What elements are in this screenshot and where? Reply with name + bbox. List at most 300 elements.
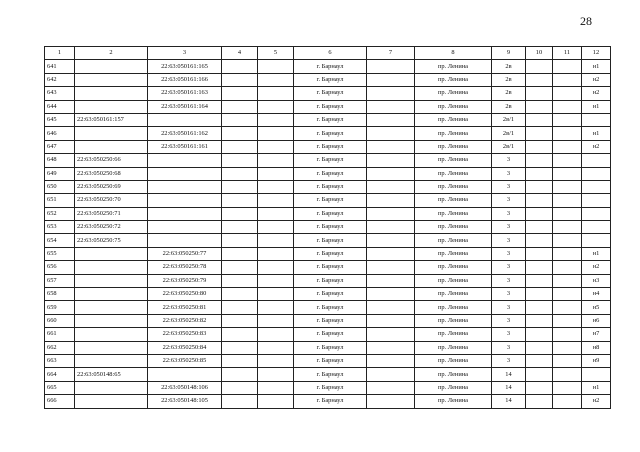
table-cell-col-7: [367, 167, 415, 180]
table-cell-col-3: 22:63:050148:105: [148, 395, 222, 408]
column-header-3: 3: [148, 47, 222, 60]
table-cell-col-8: пр. Ленина: [415, 87, 492, 100]
table-cell-col-11: [553, 341, 582, 354]
table-row: [45, 395, 611, 408]
table-cell-col-1: 652: [45, 207, 75, 220]
table-cell-col-11: [553, 73, 582, 86]
table-cell-col-3: [148, 154, 222, 167]
table-cell-col-5: [258, 301, 294, 314]
table-cell-col-3: 22:63:050250:80: [148, 288, 222, 301]
table-cell-col-10: [526, 167, 553, 180]
table-cell-col-3: [148, 167, 222, 180]
table-cell-col-2: 22:63:050250:69: [75, 180, 148, 193]
table-cell-col-6: г. Барнаул: [294, 301, 367, 314]
table-cell-col-2: [75, 354, 148, 367]
table-cell-col-4: [222, 60, 258, 73]
table-cell-col-11: [553, 261, 582, 274]
table-cell-col-9: 3: [492, 207, 526, 220]
table-cell-col-2: 22:63:050161:157: [75, 113, 148, 126]
column-header-10: 10: [526, 47, 553, 60]
table-cell-col-11: [553, 368, 582, 381]
table-cell-col-4: [222, 180, 258, 193]
table-cell-col-7: [367, 113, 415, 126]
table-cell-col-1: 659: [45, 301, 75, 314]
table-cell-col-9: 14: [492, 395, 526, 408]
table-cell-col-2: [75, 301, 148, 314]
table-cell-col-5: [258, 207, 294, 220]
table-cell-col-6: г. Барнаул: [294, 395, 367, 408]
table-cell-col-4: [222, 354, 258, 367]
table-cell-col-7: [367, 381, 415, 394]
table-cell-col-11: [553, 288, 582, 301]
table-cell-col-6: г. Барнаул: [294, 354, 367, 367]
column-header-1: 1: [45, 47, 75, 60]
table-cell-col-8: пр. Ленина: [415, 341, 492, 354]
table-cell-col-1: 647: [45, 140, 75, 153]
table-cell-col-6: г. Барнаул: [294, 194, 367, 207]
table-cell-col-1: 643: [45, 87, 75, 100]
table-cell-col-2: [75, 127, 148, 140]
table-cell-col-9: 2в/1: [492, 113, 526, 126]
table-cell-col-3: 22:63:050161:166: [148, 73, 222, 86]
table-cell-col-9: 2в: [492, 100, 526, 113]
table-cell-col-6: г. Барнаул: [294, 154, 367, 167]
table-cell-col-6: г. Барнаул: [294, 100, 367, 113]
table-cell-col-1: 653: [45, 221, 75, 234]
table-cell-col-4: [222, 100, 258, 113]
table-row: [45, 234, 611, 247]
table-cell-col-11: [553, 194, 582, 207]
table-row: [45, 381, 611, 394]
table-cell-col-9: 3: [492, 274, 526, 287]
table-row: [45, 354, 611, 367]
table-cell-col-2: [75, 341, 148, 354]
table-cell-col-12: н6: [582, 314, 611, 327]
table-cell-col-9: 3: [492, 247, 526, 260]
column-header-9: 9: [492, 47, 526, 60]
table-cell-col-5: [258, 221, 294, 234]
column-header-8: 8: [415, 47, 492, 60]
table-cell-col-6: г. Барнаул: [294, 341, 367, 354]
table-cell-col-11: [553, 354, 582, 367]
table-cell-col-3: [148, 207, 222, 220]
table-cell-col-10: [526, 234, 553, 247]
table-cell-col-4: [222, 167, 258, 180]
table-cell-col-11: [553, 247, 582, 260]
table-cell-col-1: 651: [45, 194, 75, 207]
table-cell-col-5: [258, 194, 294, 207]
table-cell-col-7: [367, 60, 415, 73]
table-row: [45, 154, 611, 167]
table-cell-col-6: г. Барнаул: [294, 247, 367, 260]
table-cell-col-12: [582, 167, 611, 180]
table-cell-col-10: [526, 288, 553, 301]
table-cell-col-2: 22:63:050250:72: [75, 221, 148, 234]
column-header-4: 4: [222, 47, 258, 60]
table-cell-col-2: [75, 87, 148, 100]
table-cell-col-4: [222, 288, 258, 301]
table-row: [45, 274, 611, 287]
table-cell-col-8: пр. Ленина: [415, 180, 492, 193]
table-cell-col-12: н9: [582, 354, 611, 367]
table-cell-col-11: [553, 113, 582, 126]
table-cell-col-9: 14: [492, 381, 526, 394]
table-cell-col-9: 14: [492, 368, 526, 381]
table-cell-col-4: [222, 274, 258, 287]
table-cell-col-9: 3: [492, 194, 526, 207]
table-cell-col-12: н7: [582, 328, 611, 341]
table-cell-col-2: [75, 328, 148, 341]
table-row: [45, 207, 611, 220]
table-cell-col-8: пр. Ленина: [415, 301, 492, 314]
table-row: [45, 73, 611, 86]
table-cell-col-12: н2: [582, 140, 611, 153]
column-header-5: 5: [258, 47, 294, 60]
table-cell-col-11: [553, 395, 582, 408]
table-cell-col-11: [553, 274, 582, 287]
table-cell-col-12: н2: [582, 73, 611, 86]
table-cell-col-9: 2в: [492, 60, 526, 73]
table-cell-col-9: 3: [492, 221, 526, 234]
table-cell-col-1: 648: [45, 154, 75, 167]
table-cell-col-3: 22:63:050250:84: [148, 341, 222, 354]
table-cell-col-8: пр. Ленина: [415, 328, 492, 341]
table-cell-col-2: [75, 261, 148, 274]
table-cell-col-3: 22:63:050250:82: [148, 314, 222, 327]
table-cell-col-2: [75, 247, 148, 260]
table-cell-col-3: 22:63:050250:79: [148, 274, 222, 287]
table-cell-col-6: г. Барнаул: [294, 221, 367, 234]
table-cell-col-10: [526, 354, 553, 367]
table-cell-col-7: [367, 395, 415, 408]
table-cell-col-3: [148, 113, 222, 126]
table-cell-col-11: [553, 381, 582, 394]
table-cell-col-12: н1: [582, 127, 611, 140]
table-cell-col-1: 661: [45, 328, 75, 341]
table-cell-col-3: 22:63:050148:106: [148, 381, 222, 394]
table-row: [45, 127, 611, 140]
table-cell-col-10: [526, 87, 553, 100]
table-cell-col-7: [367, 207, 415, 220]
table-cell-col-8: пр. Ленина: [415, 60, 492, 73]
table-row: [45, 288, 611, 301]
table-cell-col-8: пр. Ленина: [415, 274, 492, 287]
table-cell-col-12: н2: [582, 87, 611, 100]
table-cell-col-10: [526, 341, 553, 354]
table-cell-col-1: 664: [45, 368, 75, 381]
table-cell-col-9: 2в/1: [492, 140, 526, 153]
table-cell-col-10: [526, 154, 553, 167]
table-cell-col-12: [582, 180, 611, 193]
table-cell-col-12: н2: [582, 395, 611, 408]
table-cell-col-10: [526, 395, 553, 408]
table-row: [45, 194, 611, 207]
table-cell-col-5: [258, 234, 294, 247]
table-cell-col-9: 3: [492, 234, 526, 247]
table-cell-col-5: [258, 247, 294, 260]
table-cell-col-5: [258, 328, 294, 341]
table-cell-col-2: [75, 288, 148, 301]
table-cell-col-4: [222, 314, 258, 327]
column-header-2: 2: [75, 47, 148, 60]
table-cell-col-9: 3: [492, 261, 526, 274]
table-cell-col-12: н4: [582, 288, 611, 301]
table-cell-col-10: [526, 194, 553, 207]
table-cell-col-7: [367, 194, 415, 207]
table-cell-col-9: 3: [492, 354, 526, 367]
table-cell-col-9: 2в/1: [492, 127, 526, 140]
table-cell-col-1: 658: [45, 288, 75, 301]
table-cell-col-8: пр. Ленина: [415, 354, 492, 367]
header-row: [45, 47, 611, 60]
table-cell-col-8: пр. Ленина: [415, 127, 492, 140]
table-cell-col-8: пр. Ленина: [415, 73, 492, 86]
table-cell-col-5: [258, 127, 294, 140]
table-cell-col-5: [258, 314, 294, 327]
table-cell-col-4: [222, 140, 258, 153]
table-row: [45, 261, 611, 274]
table-cell-col-11: [553, 221, 582, 234]
table-cell-col-7: [367, 140, 415, 153]
table-cell-col-5: [258, 341, 294, 354]
register-table: [44, 46, 611, 409]
table-cell-col-11: [553, 180, 582, 193]
table-cell-col-1: 662: [45, 341, 75, 354]
table-cell-col-7: [367, 247, 415, 260]
table-cell-col-7: [367, 221, 415, 234]
table-cell-col-5: [258, 100, 294, 113]
table-cell-col-3: 22:63:050250:81: [148, 301, 222, 314]
table-cell-col-11: [553, 140, 582, 153]
table-cell-col-7: [367, 87, 415, 100]
table-cell-col-3: [148, 234, 222, 247]
table-cell-col-4: [222, 154, 258, 167]
table-cell-col-7: [367, 354, 415, 367]
table-row: [45, 314, 611, 327]
table-cell-col-9: 3: [492, 154, 526, 167]
table-row: [45, 113, 611, 126]
table-cell-col-11: [553, 234, 582, 247]
table-cell-col-1: 663: [45, 354, 75, 367]
table-cell-col-8: пр. Ленина: [415, 154, 492, 167]
table-cell-col-5: [258, 395, 294, 408]
table-cell-col-12: [582, 154, 611, 167]
table-cell-col-12: [582, 368, 611, 381]
table-cell-col-4: [222, 328, 258, 341]
table-cell-col-3: 22:63:050161:161: [148, 140, 222, 153]
table-cell-col-4: [222, 395, 258, 408]
table-cell-col-1: 665: [45, 381, 75, 394]
table-cell-col-10: [526, 301, 553, 314]
table-cell-col-9: 3: [492, 167, 526, 180]
table-cell-col-7: [367, 73, 415, 86]
table-cell-col-2: 22:63:050250:66: [75, 154, 148, 167]
table-cell-col-6: г. Барнаул: [294, 234, 367, 247]
table-cell-col-4: [222, 381, 258, 394]
page-number: 28: [580, 14, 592, 28]
table-cell-col-10: [526, 247, 553, 260]
table-cell-col-6: г. Барнаул: [294, 127, 367, 140]
table-cell-col-8: пр. Ленина: [415, 140, 492, 153]
table-cell-col-4: [222, 247, 258, 260]
column-header-6: 6: [294, 47, 367, 60]
table-cell-col-3: 22:63:050250:77: [148, 247, 222, 260]
table-cell-col-5: [258, 180, 294, 193]
table-cell-col-7: [367, 234, 415, 247]
table-cell-col-12: н3: [582, 274, 611, 287]
table-cell-col-2: [75, 140, 148, 153]
table-cell-col-1: 644: [45, 100, 75, 113]
table-cell-col-8: пр. Ленина: [415, 113, 492, 126]
table-cell-col-8: пр. Ленина: [415, 234, 492, 247]
table-cell-col-7: [367, 274, 415, 287]
table-cell-col-1: 650: [45, 180, 75, 193]
table-cell-col-6: г. Барнаул: [294, 73, 367, 86]
table-cell-col-7: [367, 341, 415, 354]
table-cell-col-2: 22:63:050250:68: [75, 167, 148, 180]
table-cell-col-6: г. Барнаул: [294, 274, 367, 287]
table-cell-col-6: г. Барнаул: [294, 140, 367, 153]
table-cell-col-6: г. Барнаул: [294, 87, 367, 100]
table-cell-col-9: 2в: [492, 87, 526, 100]
table-cell-col-2: [75, 381, 148, 394]
table-cell-col-5: [258, 60, 294, 73]
table-cell-col-12: н1: [582, 247, 611, 260]
table-cell-col-6: г. Барнаул: [294, 60, 367, 73]
table-cell-col-3: [148, 368, 222, 381]
table-cell-col-4: [222, 207, 258, 220]
table-cell-col-12: [582, 221, 611, 234]
table-cell-col-10: [526, 381, 553, 394]
table-row: [45, 341, 611, 354]
table-cell-col-8: пр. Ленина: [415, 381, 492, 394]
table-cell-col-5: [258, 368, 294, 381]
column-header-7: 7: [367, 47, 415, 60]
table-cell-col-2: [75, 274, 148, 287]
table-cell-col-5: [258, 274, 294, 287]
table-cell-col-1: 649: [45, 167, 75, 180]
table-cell-col-3: 22:63:050250:78: [148, 261, 222, 274]
column-header-12: 12: [582, 47, 611, 60]
table-cell-col-2: 22:63:050250:75: [75, 234, 148, 247]
table-cell-col-5: [258, 288, 294, 301]
table-cell-col-3: 22:63:050161:165: [148, 60, 222, 73]
table-cell-col-1: 656: [45, 261, 75, 274]
table-cell-col-11: [553, 207, 582, 220]
table-cell-col-12: н2: [582, 261, 611, 274]
table-cell-col-2: [75, 314, 148, 327]
table-row: [45, 301, 611, 314]
table-cell-col-8: пр. Ленина: [415, 194, 492, 207]
table-cell-col-2: 22:63:050250:71: [75, 207, 148, 220]
table-row: [45, 328, 611, 341]
table-row: [45, 87, 611, 100]
table-row: [45, 368, 611, 381]
table-cell-col-2: [75, 100, 148, 113]
table-cell-col-5: [258, 113, 294, 126]
table-cell-col-8: пр. Ленина: [415, 288, 492, 301]
table-cell-col-7: [367, 154, 415, 167]
table-cell-col-11: [553, 127, 582, 140]
table-cell-col-6: г. Барнаул: [294, 167, 367, 180]
table-cell-col-11: [553, 314, 582, 327]
table-cell-col-12: н5: [582, 301, 611, 314]
table-cell-col-10: [526, 314, 553, 327]
table-cell-col-7: [367, 100, 415, 113]
table-cell-col-10: [526, 368, 553, 381]
table-cell-col-5: [258, 154, 294, 167]
table-cell-col-7: [367, 288, 415, 301]
table-cell-col-7: [367, 314, 415, 327]
table-cell-col-7: [367, 180, 415, 193]
table-cell-col-3: [148, 194, 222, 207]
table-cell-col-11: [553, 328, 582, 341]
table-cell-col-9: 3: [492, 341, 526, 354]
table-cell-col-4: [222, 113, 258, 126]
table-cell-col-8: пр. Ленина: [415, 368, 492, 381]
table-cell-col-3: 22:63:050161:162: [148, 127, 222, 140]
table-cell-col-6: г. Барнаул: [294, 113, 367, 126]
table-cell-col-9: 3: [492, 301, 526, 314]
table-row: [45, 247, 611, 260]
table-cell-col-1: 657: [45, 274, 75, 287]
table-cell-col-2: [75, 73, 148, 86]
table-cell-col-3: 22:63:050161:163: [148, 87, 222, 100]
table-cell-col-9: 3: [492, 328, 526, 341]
table-cell-col-8: пр. Ленина: [415, 314, 492, 327]
table-row: [45, 60, 611, 73]
table-cell-col-6: г. Барнаул: [294, 261, 367, 274]
table-cell-col-1: 654: [45, 234, 75, 247]
table-cell-col-10: [526, 261, 553, 274]
table-cell-col-2: 22:63:050250:70: [75, 194, 148, 207]
table-cell-col-12: [582, 113, 611, 126]
table-cell-col-5: [258, 73, 294, 86]
table-cell-col-3: 22:63:050250:83: [148, 328, 222, 341]
table-cell-col-11: [553, 60, 582, 73]
table-cell-col-3: 22:63:050250:85: [148, 354, 222, 367]
table-cell-col-4: [222, 261, 258, 274]
table-cell-col-6: г. Барнаул: [294, 180, 367, 193]
table-row: [45, 140, 611, 153]
table-cell-col-1: 645: [45, 113, 75, 126]
table-cell-col-4: [222, 341, 258, 354]
table-cell-col-1: 646: [45, 127, 75, 140]
table-cell-col-3: [148, 180, 222, 193]
table-cell-col-3: [148, 221, 222, 234]
table-cell-col-10: [526, 100, 553, 113]
table-cell-col-7: [367, 368, 415, 381]
table-cell-col-1: 642: [45, 73, 75, 86]
table-cell-col-8: пр. Ленина: [415, 261, 492, 274]
table-cell-col-10: [526, 140, 553, 153]
table-cell-col-2: 22:63:050148:65: [75, 368, 148, 381]
table-cell-col-5: [258, 140, 294, 153]
table-cell-col-7: [367, 328, 415, 341]
table-cell-col-9: 3: [492, 314, 526, 327]
table-cell-col-12: [582, 234, 611, 247]
table-cell-col-5: [258, 381, 294, 394]
table-cell-col-6: г. Барнаул: [294, 328, 367, 341]
table-cell-col-9: 2в: [492, 73, 526, 86]
table-cell-col-1: 641: [45, 60, 75, 73]
table-cell-col-12: н1: [582, 381, 611, 394]
table-cell-col-4: [222, 368, 258, 381]
table-cell-col-11: [553, 167, 582, 180]
table-cell-col-8: пр. Ленина: [415, 221, 492, 234]
table-cell-col-8: пр. Ленина: [415, 100, 492, 113]
table-cell-col-12: [582, 207, 611, 220]
